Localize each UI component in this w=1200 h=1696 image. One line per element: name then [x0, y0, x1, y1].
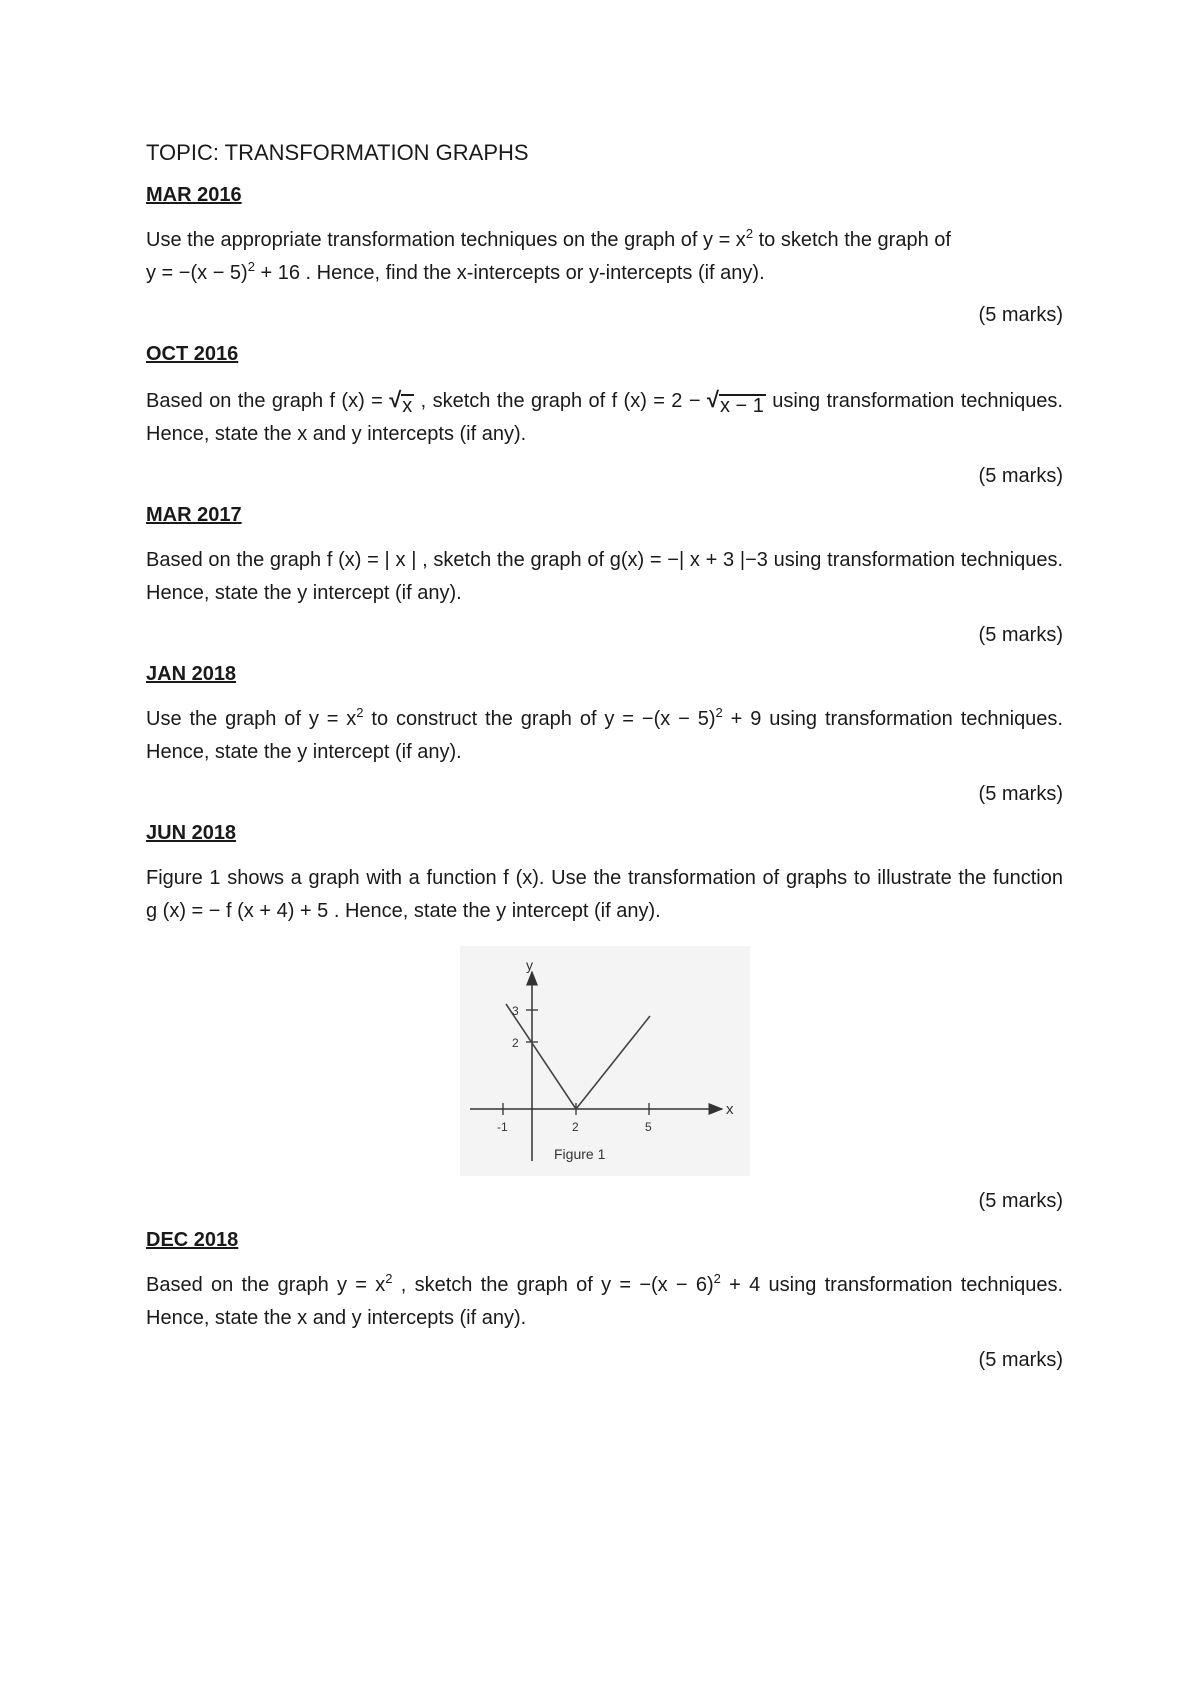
question-text-part: to sketch the graph of — [753, 229, 951, 251]
y-tick-label: 2 — [511, 1036, 519, 1050]
question-heading: MAR 2017 — [146, 504, 242, 526]
equation — [337, 1271, 393, 1296]
exponent: 2 — [745, 226, 754, 241]
question-text-part: to construct the graph of — [363, 708, 605, 730]
question-heading: DEC 2018 — [146, 1229, 239, 1251]
question-oct-2016 — [146, 343, 1063, 488]
radical-sign: √ — [389, 387, 402, 412]
equation: f (x) = | x | — [326, 549, 417, 571]
question-text-part: using transformation techniques. Hence, state the y intercept (if any). — [146, 708, 1063, 763]
radical-sign: √ — [706, 387, 719, 412]
equation-part: y = x — [337, 1274, 386, 1296]
equation-part: y = −(x − 5) — [604, 708, 716, 730]
x-tick-label: 5 — [644, 1120, 652, 1134]
marks-label: (5 marks) — [978, 783, 1063, 805]
question-text-part: using transformation techniques. Hence, state the y intercept (if any). — [146, 549, 1064, 604]
equation-part: y = −(x − 6) — [601, 1274, 714, 1296]
question-heading: MAR 2016 — [146, 184, 242, 206]
y-tick-label: 3 — [511, 1004, 519, 1018]
x-axis-label: x — [725, 1101, 733, 1118]
square-root — [707, 383, 766, 416]
equation-part: f (x) = — [329, 390, 390, 412]
equation — [308, 705, 364, 730]
equation — [601, 1271, 761, 1296]
equation-part: + 9 — [722, 708, 762, 730]
equation: g (x) = − f (x + 4) + 5 — [146, 900, 329, 922]
equation: g(x) = −| x + 3 |−3 — [609, 549, 768, 571]
equation-part: y = −(x − 5) — [146, 262, 248, 284]
exponent: 2 — [356, 705, 364, 720]
exponent: 2 — [715, 705, 723, 720]
x-tick-label: 2 — [571, 1120, 579, 1134]
question-text-part: using transformation techniques. Hence, state the x and y intercepts (if any). — [146, 1274, 1064, 1329]
equation-part: y = x — [308, 708, 357, 730]
graph-svg — [460, 946, 750, 1176]
question-mar-2016 — [146, 184, 1063, 327]
radicand: x − 1 — [719, 395, 764, 417]
exponent: 2 — [385, 1271, 393, 1286]
question-mar-2017 — [146, 504, 1063, 647]
question-text-part: , sketch the graph of — [414, 390, 612, 412]
question-text — [146, 862, 1063, 928]
equation-part: f (x) = 2 − — [611, 390, 707, 412]
exponent: 2 — [247, 259, 255, 274]
question-text — [146, 703, 1063, 769]
equation — [611, 387, 766, 417]
question-heading: OCT 2016 — [146, 343, 239, 365]
question-text-part: Use the appropriate transformation techniques on the graph of — [146, 229, 704, 251]
question-text-part: Based on the graph — [146, 1274, 337, 1296]
exponent: 2 — [713, 1271, 721, 1286]
figure-container — [146, 946, 1063, 1176]
question-jun-2018 — [146, 822, 1063, 1213]
equation-part: y = x — [703, 229, 746, 251]
question-text-part: . Hence, find the x-intercepts or y-intercepts (if any). — [300, 262, 765, 284]
x-tick-label: -1 — [496, 1120, 508, 1134]
question-text-part: , sketch the graph of — [392, 1274, 602, 1296]
page-title: TOPIC: TRANSFORMATION GRAPHS — [146, 140, 529, 165]
square-root — [389, 383, 414, 416]
equation — [604, 705, 762, 730]
marks-label: (5 marks) — [978, 1349, 1063, 1371]
question-dec-2018 — [146, 1229, 1063, 1372]
question-heading: JAN 2018 — [146, 663, 237, 685]
question-jan-2018 — [146, 663, 1063, 806]
marks-label: (5 marks) — [978, 465, 1063, 487]
question-text-part: using transformation techniques. Hence, state the x and y intercepts (if any). — [146, 390, 1063, 445]
marks-label: (5 marks) — [978, 1190, 1063, 1212]
question-text — [146, 544, 1063, 610]
figure-1-graph — [460, 946, 750, 1176]
radicand: x — [402, 395, 413, 417]
question-text — [146, 383, 1063, 451]
marks-label: (5 marks) — [978, 624, 1063, 646]
question-text — [146, 1269, 1063, 1335]
equation-part: + 4 — [720, 1274, 761, 1296]
equation — [329, 387, 414, 417]
question-text — [146, 224, 1063, 290]
marks-label: (5 marks) — [978, 304, 1063, 326]
question-text-part: Based on the graph — [146, 549, 327, 571]
question-text-part: , sketch the graph of — [416, 549, 610, 571]
equation-part: + 16 — [254, 262, 300, 284]
equation — [703, 226, 754, 251]
question-text-part: Based on the graph — [146, 390, 330, 412]
y-axis-label: y — [525, 957, 533, 973]
figure-caption: Figure 1 — [553, 1146, 605, 1162]
question-text-part: Figure 1 shows a graph with a function f (x). Use the transformation of graphs to illustrate the function — [146, 867, 1063, 889]
equation — [146, 259, 300, 284]
worksheet-page — [146, 140, 1063, 1388]
question-text-part: Use the graph of — [146, 708, 309, 730]
question-heading: JUN 2018 — [146, 822, 237, 844]
question-text-part: . Hence, state the y intercept (if any). — [328, 900, 661, 922]
function-curve — [506, 1004, 650, 1109]
